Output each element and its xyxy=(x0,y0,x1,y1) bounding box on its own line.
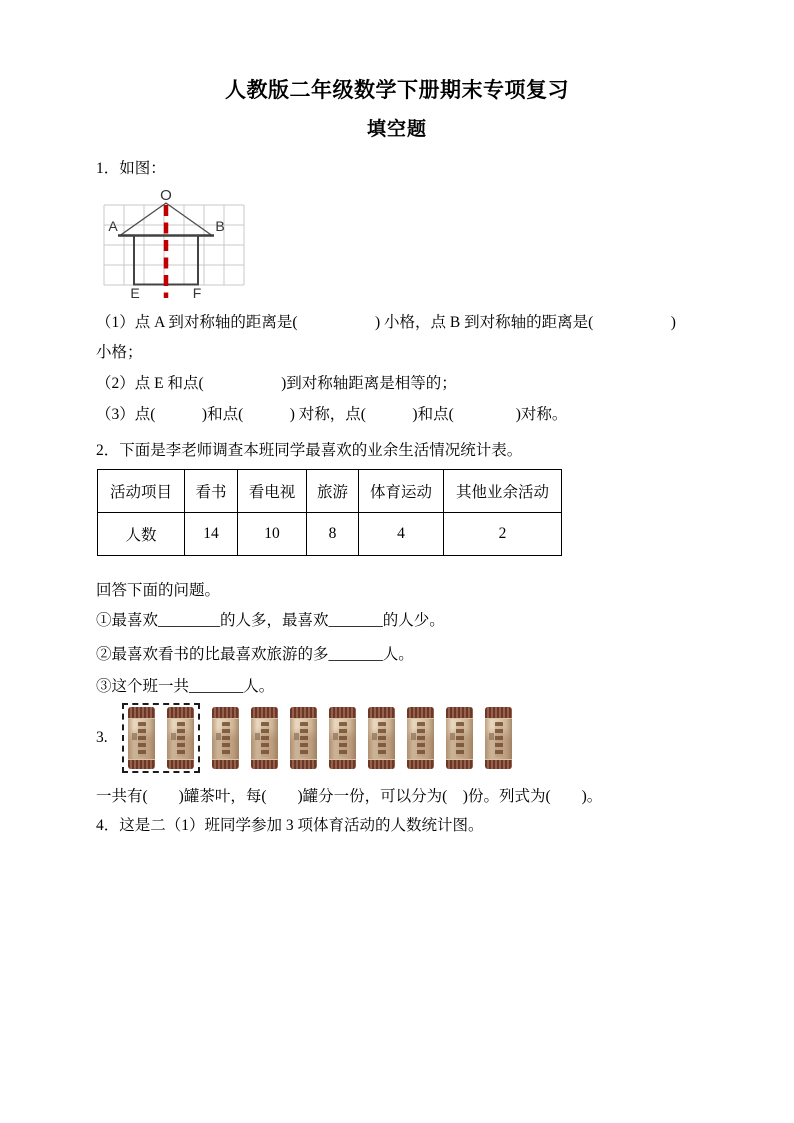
table-cell: 人数 xyxy=(98,513,185,556)
table-cell: 8 xyxy=(307,513,359,556)
table-cell: 看电视 xyxy=(238,470,307,513)
tea-canister xyxy=(446,707,473,769)
canister-label-art xyxy=(456,722,464,757)
canister-label-art xyxy=(495,722,503,757)
canister-stamp xyxy=(294,733,299,740)
symmetry-diagram xyxy=(96,186,266,304)
canister-label-art xyxy=(300,722,308,757)
tea-canister xyxy=(407,707,434,769)
table-cell: 4 xyxy=(359,513,444,556)
q2-label: 2．下面是李老师调查本班同学最喜欢的业余生活情况统计表。 xyxy=(96,442,523,459)
canister-label-art xyxy=(222,722,230,757)
q2-answer-prompt: 回答下面的问题。 xyxy=(96,582,221,599)
canister-label-art xyxy=(138,722,146,757)
table-cell: 14 xyxy=(185,513,238,556)
q2-sub2: ②最喜欢看书的比最喜欢旅游的多_______人。 xyxy=(96,646,414,663)
tea-canister xyxy=(290,707,317,769)
tea-canister xyxy=(368,707,395,769)
canister-stamp xyxy=(132,733,137,740)
point-label-f: F xyxy=(192,285,202,301)
table-cell: 体育运动 xyxy=(359,470,444,513)
table-cell: 2 xyxy=(444,513,562,556)
canister-label-art xyxy=(177,722,185,757)
q1-part3: （3）点( )和点( ) 对称，点( )和点( )对称。 xyxy=(96,406,568,423)
q1-part2: （2）点 E 和点( )到对称轴距离是相等的； xyxy=(96,375,457,392)
canister-stamp xyxy=(255,733,260,740)
canister-stamp xyxy=(216,733,221,740)
q1-part1-line1: （1）点 A 到对称轴的距离是( ) 小格，点 B 到对称轴的距离是( ) xyxy=(96,314,676,331)
hobby-statistics-table xyxy=(97,469,562,556)
q3-number-label: 3. xyxy=(96,729,108,746)
page-subtitle: 填空题 xyxy=(366,119,427,140)
canister-stamp xyxy=(372,733,377,740)
q2-sub1: ①最喜欢________的人多，最喜欢_______的人少。 xyxy=(96,612,445,629)
table-cell: 看书 xyxy=(185,470,238,513)
canister-label-art xyxy=(417,722,425,757)
q4-label: 4．这是二（1）班同学参加 3 项体育活动的人数统计图。 xyxy=(96,817,484,834)
table-header-row xyxy=(98,470,562,513)
table-data-row xyxy=(98,513,562,556)
canister-stamp xyxy=(411,733,416,740)
tea-canister-strip xyxy=(122,703,512,773)
tea-canister xyxy=(329,707,356,769)
q2-sub3: ③这个班一共_______人。 xyxy=(96,678,275,695)
canister-label-art xyxy=(378,722,386,757)
q3-fill-line: 一共有( )罐茶叶，每( )罐分一份，可以分为( )份。列式为( )。 xyxy=(96,788,603,805)
q1-part1-line2: 小格； xyxy=(96,344,143,361)
q1-label: 1．如图： xyxy=(96,160,166,177)
tea-canister xyxy=(485,707,512,769)
q3-row xyxy=(96,703,512,773)
canister-stamp xyxy=(171,733,176,740)
canister-label-art xyxy=(261,722,269,757)
tea-canister-boxed-group xyxy=(122,703,200,773)
table-cell: 旅游 xyxy=(307,470,359,513)
table-cell: 活动项目 xyxy=(98,470,185,513)
tea-canister xyxy=(128,707,155,769)
table-cell: 10 xyxy=(238,513,307,556)
canister-stamp xyxy=(489,733,494,740)
point-label-b: B xyxy=(215,218,225,234)
point-label-o: O xyxy=(160,187,172,204)
table-cell: 其他业余活动 xyxy=(444,470,562,513)
canister-stamp xyxy=(333,733,338,740)
canister-stamp xyxy=(450,733,455,740)
tea-canister xyxy=(167,707,194,769)
point-label-a: A xyxy=(108,218,118,234)
page-title: 人教版二年级数学下册期末专项复习 xyxy=(225,78,569,102)
grid-lines xyxy=(104,205,244,285)
point-label-e: E xyxy=(130,285,140,301)
tea-canister xyxy=(212,707,239,769)
canister-label-art xyxy=(339,722,347,757)
tea-canister xyxy=(251,707,278,769)
